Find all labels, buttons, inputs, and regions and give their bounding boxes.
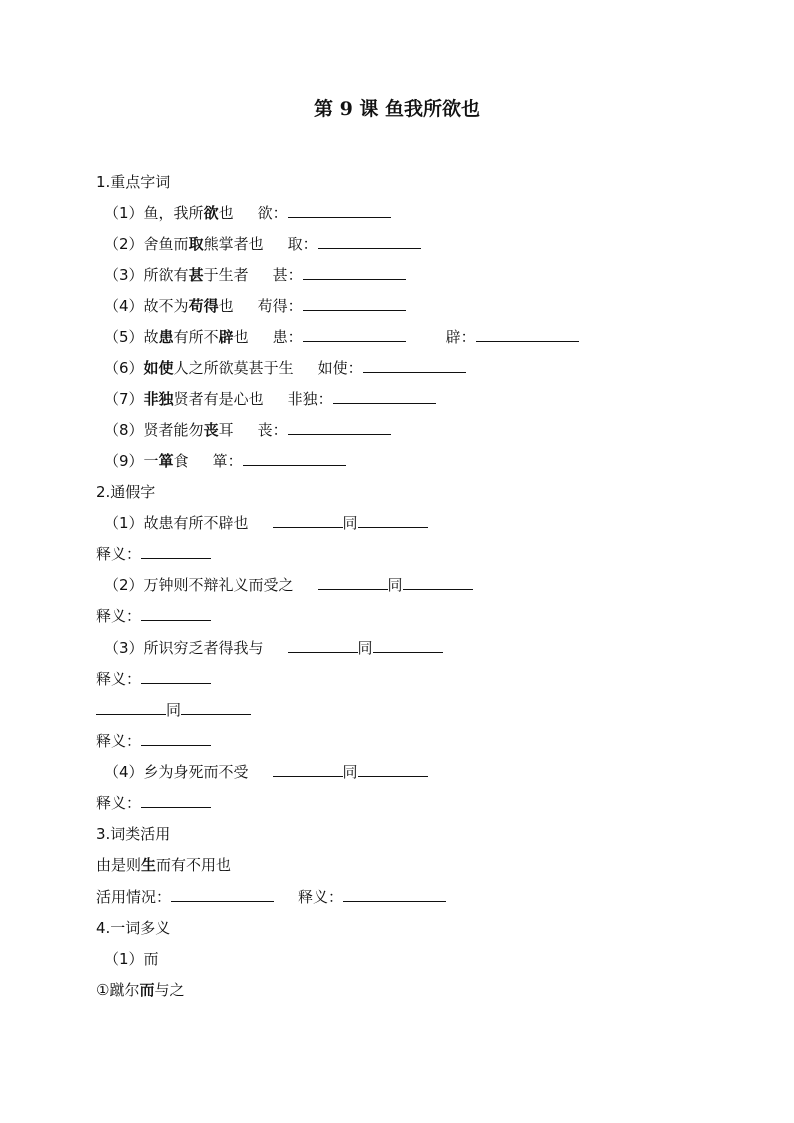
answer-blank[interactable] [273,511,343,528]
page-title: 第 9 课 鱼我所欲也 [313,98,481,120]
answer-blank[interactable] [358,760,428,777]
answer-blank[interactable] [141,542,211,559]
answer-blank[interactable] [141,667,211,684]
answer-blank[interactable] [303,325,406,342]
list-item: （9）一箪食 箪： [104,449,346,473]
answer-blank[interactable] [318,232,421,249]
answer-blank[interactable] [288,201,391,218]
list-item: （7）非独贤者有是心也 非独： [104,387,436,411]
answer-blank[interactable] [373,636,443,653]
answer-blank[interactable] [318,573,388,590]
list-item: （4）故不为苟得也 苟得： [104,294,406,318]
answer-blank[interactable] [96,698,166,715]
answer-blank[interactable] [141,729,211,746]
list-item: （1）故患有所不辟也 同 [104,511,428,535]
answer-blank[interactable] [476,325,579,342]
answer-blank[interactable] [288,418,391,435]
list-item: （2）舍鱼而取熊掌者也 取： [104,232,421,256]
answer-blank[interactable] [403,573,473,590]
gloss-line: 释义： [96,667,211,691]
answer-blank[interactable] [343,885,446,902]
section-heading-tongjia: 2.通假字 [96,483,156,501]
section-heading-word-class: 3.词类活用 [96,825,171,843]
answer-blank[interactable] [141,604,211,621]
list-item: （3）所欲有甚于生者 甚： [104,263,406,287]
gloss-line: 释义： [96,791,211,815]
gloss-line: 释义： [96,542,211,566]
list-item: （1）鱼，我所欲也 欲： [104,201,391,225]
list-item: （8）贤者能勿丧耳 丧： [104,418,391,442]
gloss-line: 释义： [96,604,211,628]
answer-blank[interactable] [243,449,346,466]
example-sentence: 由是则生而有不用也 [96,856,232,874]
list-item: （2）万钟则不辩礼义而受之 同 [104,573,473,597]
example-sentence: ①蹴尔而与之 [96,981,185,999]
answer-blank[interactable] [363,356,466,373]
answer-blank[interactable] [288,636,358,653]
answer-blank[interactable] [181,698,251,715]
list-item: （6）如使人之所欲莫甚于生 如使： [104,356,466,380]
extra-pair-line: 同 [96,698,251,722]
list-item: （5）故患有所不辟也 患： 辟： [104,325,579,349]
usage-line: 活用情况： 释义： [96,885,446,909]
list-item: （4）乡为身死而不受 同 [104,760,428,784]
section-heading-polysemy: 4.一词多义 [96,919,171,937]
gloss-line: 释义： [96,729,211,753]
list-item: （3）所识穷乏者得我与 同 [104,636,443,660]
section-heading-key-words: 1.重点字词 [96,173,171,191]
answer-blank[interactable] [358,511,428,528]
answer-blank[interactable] [171,885,274,902]
answer-blank[interactable] [303,294,406,311]
answer-blank[interactable] [273,760,343,777]
answer-blank[interactable] [303,263,406,280]
sub-item: （1）而 [104,950,159,968]
answer-blank[interactable] [141,791,211,808]
answer-blank[interactable] [333,387,436,404]
